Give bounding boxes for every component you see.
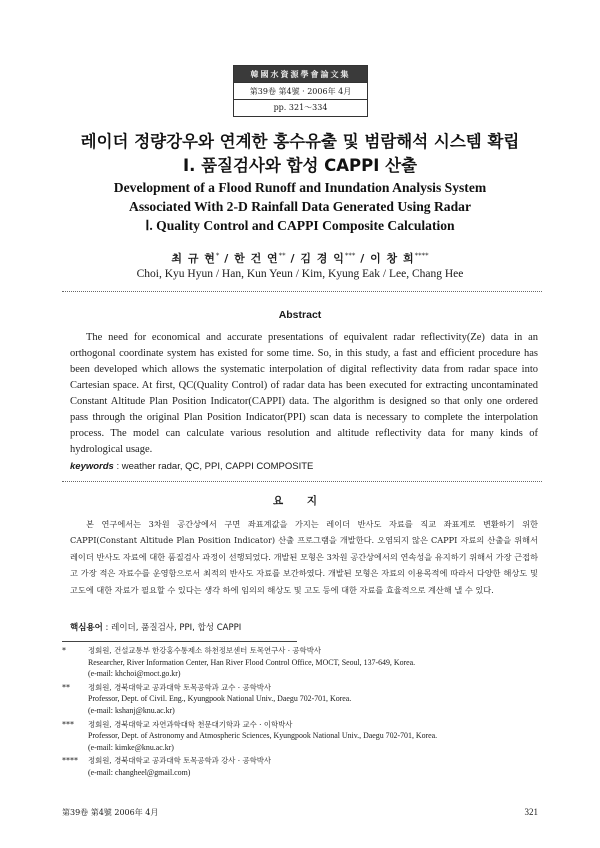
abstract-heading: Abstract [278,309,322,321]
footnote-line: Researcher, River Information Center, Han River Flood Control Office, MOCT, Seoul, 137-649, Korea. [88,657,416,667]
divider [62,481,542,482]
footnote [62,645,542,680]
footnote-line: 정회원, 건설교통부 한강홍수통제소 하천정보센터 토목연구사 · 공학박사 [88,646,321,655]
keywords-label: keywords [70,461,114,472]
korean-keywords [70,621,540,633]
footnote-mark: * [62,646,66,655]
footnote-body [88,645,542,680]
footnote-line: (e-mail: khchoi@moct.go.kr) [88,669,181,679]
author-separator: / [285,252,301,265]
title-english-line-1: Development of a Flood Runoff and Inundation Analysis System [113,180,487,195]
footnote-body [88,682,542,717]
keywords [70,461,540,472]
divider [62,291,542,292]
footnote-mark: **** [62,756,78,766]
korean-abstract-heading: 요 지 [273,495,327,507]
abstract-text: The need for economical and accurate presentations of equivalent radar reflectivity(Ze) data in an orthogonal coordinate system has existed for some time. So, in this study, a fast and efficient procedure has been developed which allows the systematic interpolation of digital reflectivity data from radar space into Cartesian space. At first, QC(Quality Control) of radar data has been executed for extracting uncontaminated Constant Altitude Plan Position Indicator(CAPPI) data. The algorithm is designed so that only one ordered pass through the original Plan Position Indicator(PPI) scan data is necessary to complete the interpolation process. The model can calculate various resolution and altitude reflectivity data for many kinds of hydrological usage. [70,332,538,455]
title-korean-line-2: Ⅰ. 품질검사와 합성 CAPPI 산출 [182,156,418,175]
authors-korean [0,250,600,266]
footnote [62,755,542,778]
footnote-line: (e-mail: changheel@gmail.com) [88,767,191,777]
footnote [62,682,542,717]
authors-english: Choi, Kyu Hyun / Han, Kun Yeun / Kim, Kyung Eak / Lee, Chang Hee [136,268,464,280]
footnote-mark: *** [62,719,74,729]
footer-issue-info: 第39卷 第4號 2006年 4月 [62,808,159,817]
page-number: 321 [524,807,538,817]
author-name: 한 건 연 [234,252,279,265]
korean-abstract-text: 본 연구에서는 3차원 공간상에서 구면 좌표계값을 가지는 레이더 반사도 자료를 직교 좌표계로 변환하기 위한 CAPPI(Constant Altitude Plan Position Indicator) 산출 프로그램을 개발한다. 오염되지 않은 CAPPI 자료의 산출을 위해서 레이더 반사도 자료에 대한 품질검사 과정이 선행되었다. 개발된 모형은 3차원 공간상에서의 연속성을 유지하기 위해서 가장 근접하고 가장 적은 자료수를 운영함으로서 최적의 반사도 자료를 보간하였다. 개발된 모형은 자료의 이용목적에 따라서 다양한 해상도 및 고도에 대한 자료가 필요할 수 있다는 생각 하에 임의의 해상도 및 고도 등에 대한 자료를 효율적으로 계산해 낼 수 있다. [70,519,538,595]
title-english-line-2: Associated With 2-D Rainfall Data Generated Using Radar [129,199,471,214]
korean-keywords-label: 핵심용어 [70,623,103,633]
footnote-line: Professor, Dept. of Astronomy and Atmospheric Sciences, Kyungpook National Univ., Daegu 702-701, Korea. [88,731,438,741]
footnote-line: 정회원, 경북대학교 공과대학 토목공학과 강사 · 공학박사 [88,756,272,766]
author-name: 최 규 현 [171,252,216,265]
footnote-body [88,755,542,778]
footnote-line: Professor, Dept. of Civil. Eng., Kyungpook National Univ., Daegu 702-701, Korea. [88,694,352,704]
footnote-body [88,719,542,754]
footnote-rule [62,641,297,642]
footnote-mark: ** [62,682,70,692]
title-english-line-3: Ⅰ. Quality Control and CAPPI Composite Calculation [145,218,455,233]
korean-keywords-text: : 레이더, 품질검사, PPI, 합성 CAPPI [102,623,242,633]
footnotes [62,645,542,781]
journal-name: 韓國水資源學會論文集 [234,66,367,83]
footnote [62,719,542,754]
author-affiliation-mark: * [215,251,220,260]
journal-header [233,65,368,117]
author-separator: / [355,252,371,265]
journal-page-range: pp. 321～334 [273,103,328,112]
author-name: 이 창 희 [370,252,415,265]
title-korean-line-1: 레이더 정량강우와 연계한 홍수유출 및 범람해석 시스템 확립 [80,132,520,151]
footnote-line: (e-mail: kimke@knu.ac.kr) [88,742,174,752]
keywords-text: : weather radar, QC, PPI, CAPPI COMPOSITE [116,461,314,472]
journal-volume-info: 第39卷 第4號 · 2006年 4月 [234,83,367,100]
footnote-line: 정회원, 경북대학교 공과대학 토목공학과 교수 · 공학박사 [88,682,272,692]
author-affiliation-mark: **** [414,251,429,260]
author-name: 김 경 익 [300,252,345,265]
author-affiliation-mark: *** [344,251,356,260]
author-separator: / [219,252,235,265]
author-affiliation-mark: ** [278,251,286,260]
footnote-line: 정회원, 경북대학교 자연과학대학 천문대기학과 교수 · 이학박사 [88,719,293,729]
footnote-line: (e-mail: kshanj@knu.ac.kr) [88,705,175,715]
